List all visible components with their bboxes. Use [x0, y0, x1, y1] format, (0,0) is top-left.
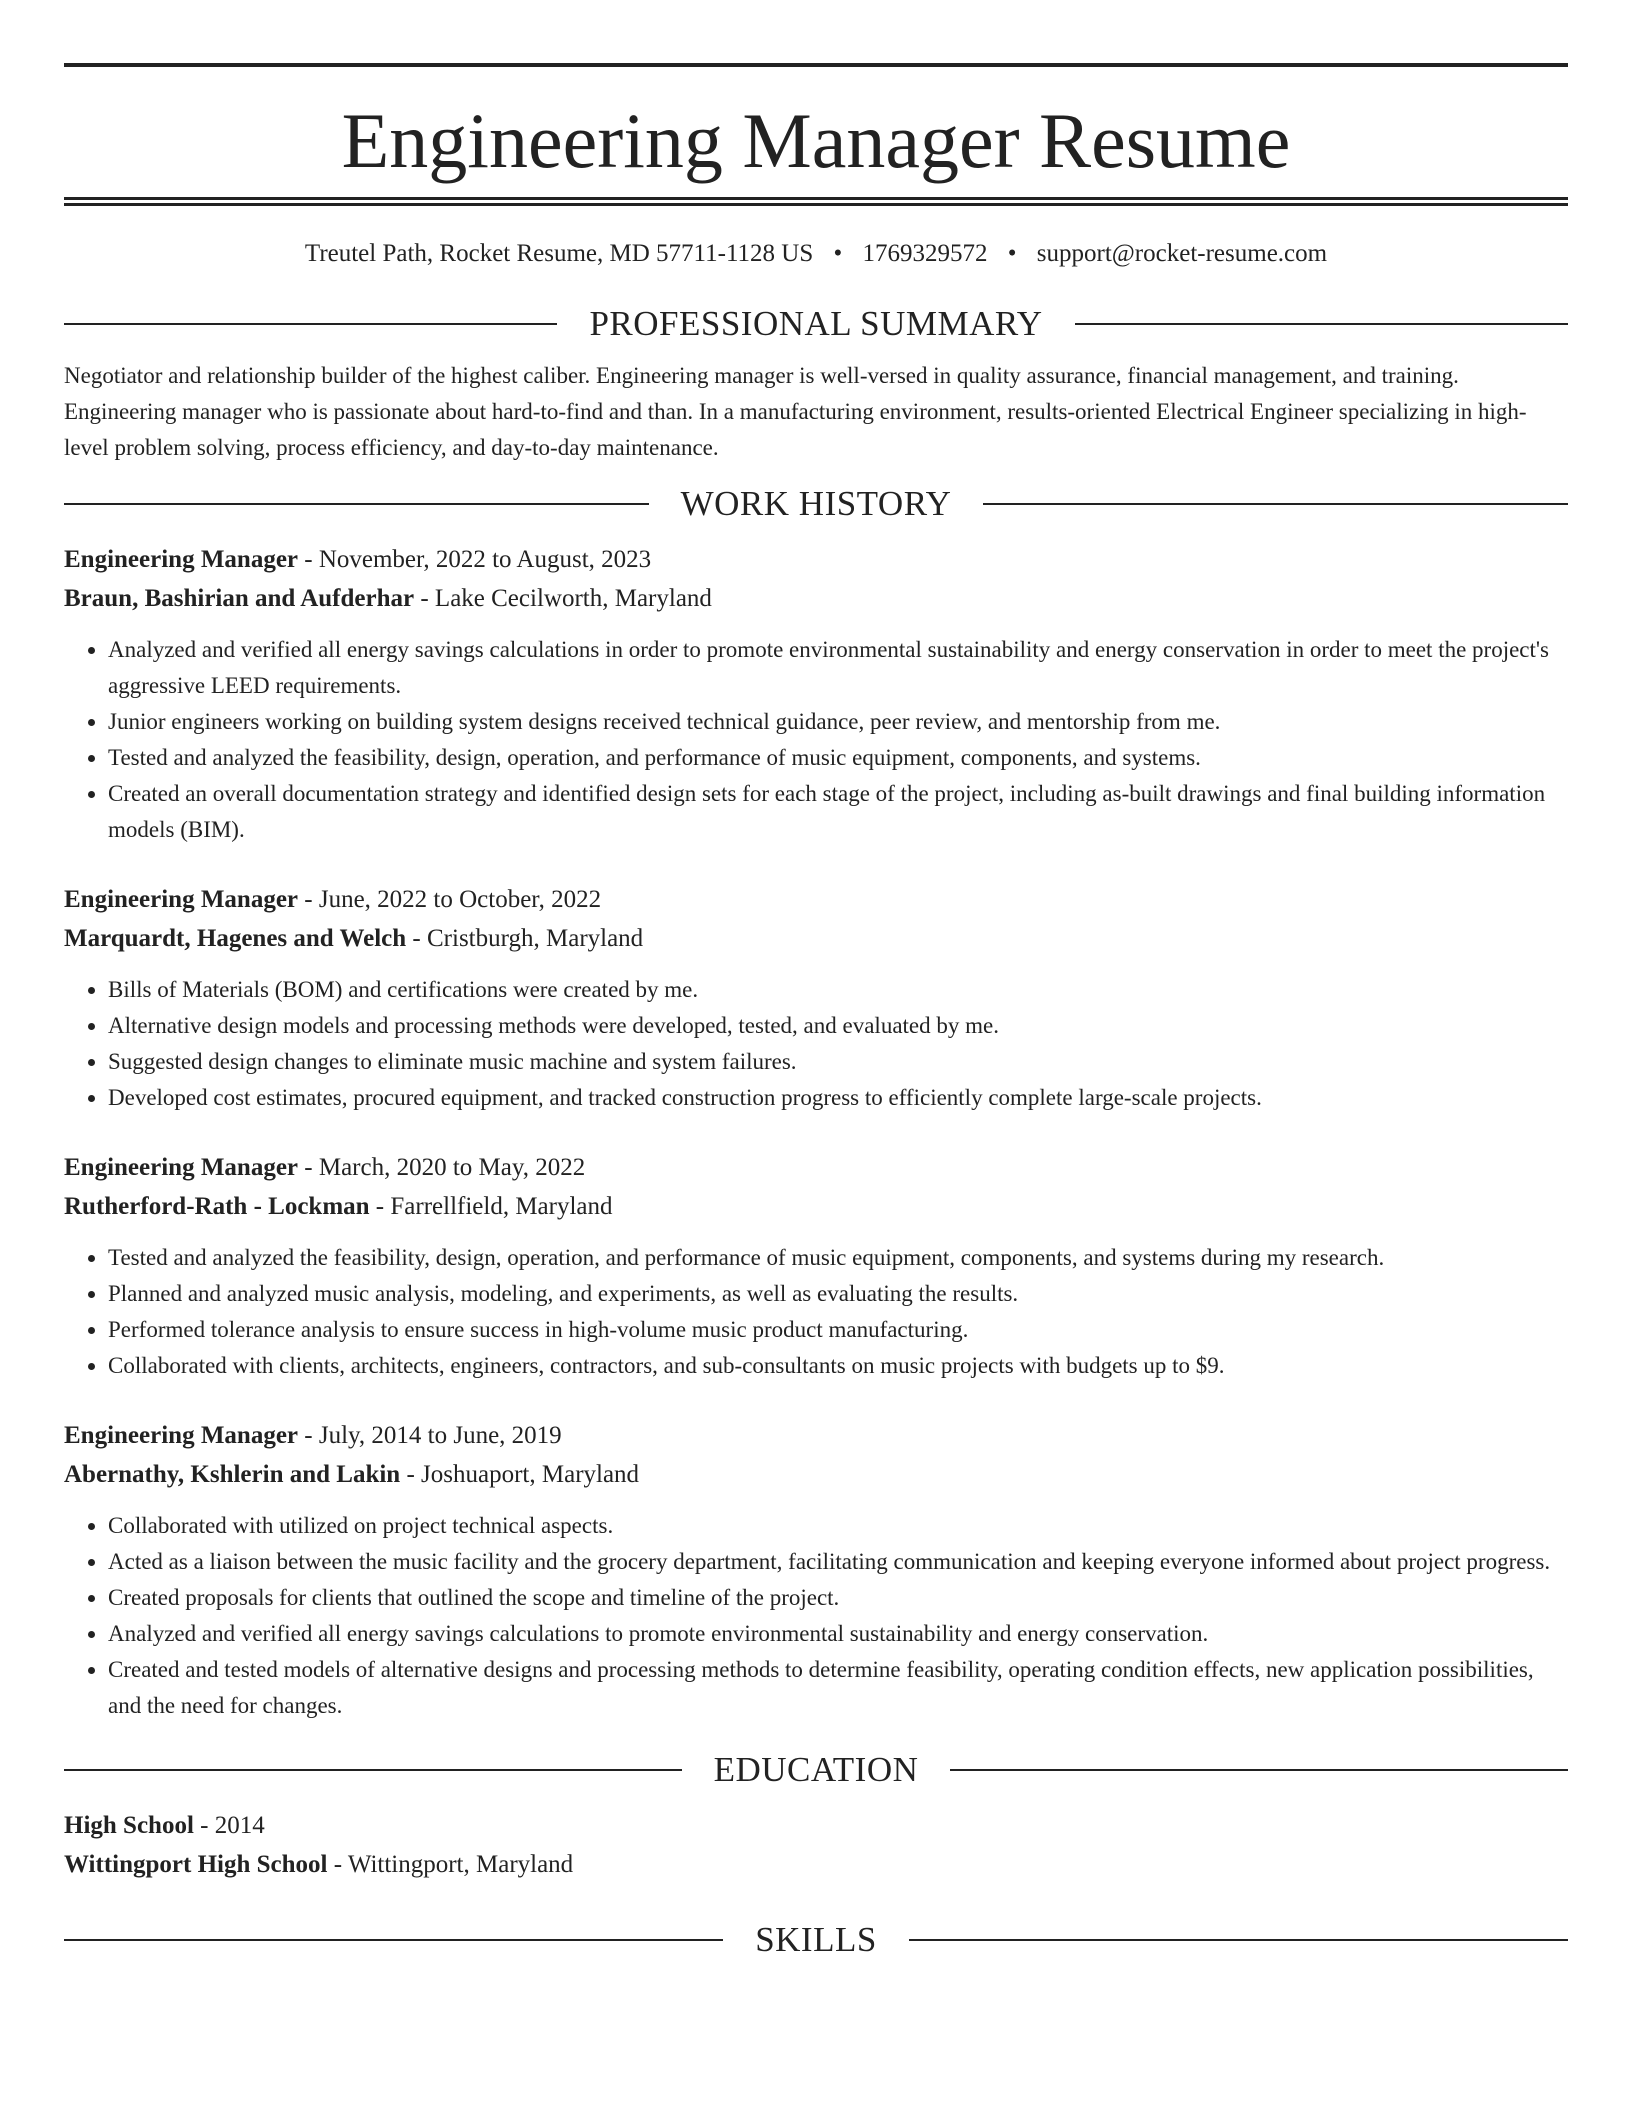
job-bullet: • Junior engineers working on building system designs received technical guidance, peer review, and mentorship from me. [108, 704, 1568, 740]
job-company: Braun, Bashirian and Aufderhar [64, 585, 415, 612]
job-bullet: • Planned and analyzed music analysis, modeling, and experiments, as well as evaluating the results. [108, 1276, 1568, 1312]
job-bullet: • Collaborated with clients, architects, engineers, contractors, and sub-consultants on music projects with budgets up to $9. [108, 1348, 1568, 1384]
job-company-line [64, 1187, 1568, 1226]
job-entry [64, 540, 1568, 848]
job-company: Abernathy, Kshlerin and Lakin [64, 1461, 401, 1488]
job-location: - Cristburgh, Maryland [406, 925, 644, 952]
job-title: Engineering Manager [64, 1154, 299, 1181]
resume-title: Engineering Manager Resume [341, 97, 1291, 184]
contact-address: Treutel Path, Rocket Resume, MD 57711-1128 US [304, 240, 814, 267]
education-degree-line [64, 1806, 1568, 1845]
job-bullet: • Created proposals for clients that outlined the scope and timeline of the project. [108, 1580, 1568, 1616]
job-dates: - June, 2022 to October, 2022 [298, 886, 602, 913]
job-bullet: • Tested and analyzed the feasibility, design, operation, and performance of music equipment, components, and systems. [108, 740, 1568, 776]
job-title: Engineering Manager [64, 546, 299, 573]
education-school: Wittingport High School [64, 1851, 328, 1878]
job-company: Rutherford-Rath - Lockman [64, 1193, 370, 1220]
top-rule [64, 63, 1568, 67]
job-company-line [64, 1455, 1568, 1494]
job-entry [64, 880, 1568, 1116]
job-title-line [64, 1416, 1568, 1455]
job-company-line [64, 919, 1568, 958]
job-dates: - November, 2022 to August, 2023 [298, 546, 652, 573]
section-header-work [64, 480, 1568, 528]
section-title-education: EDUCATION [713, 1750, 919, 1789]
education-school-line [64, 1845, 1568, 1884]
job-bullet: • Suggested design changes to eliminate music machine and system failures. [108, 1044, 1568, 1080]
section-header-education [64, 1746, 1568, 1794]
contact-separator: • [1007, 240, 1017, 267]
job-title-line [64, 880, 1568, 919]
education-year: - 2014 [193, 1812, 265, 1839]
job-title: Engineering Manager [64, 886, 299, 913]
section-rule-right [983, 503, 1568, 505]
job-bullets [64, 972, 1568, 1116]
title-double-rule [64, 197, 1568, 206]
section-header-summary [64, 300, 1568, 348]
job-company-line [64, 579, 1568, 618]
job-title-line [64, 540, 1568, 579]
job-bullet: • Developed cost estimates, procured equipment, and tracked construction progress to efficiently complete large-scale projects. [108, 1080, 1568, 1116]
job-location: - Lake Cecilworth, Maryland [414, 585, 712, 612]
job-title-line [64, 1148, 1568, 1187]
contact-email[interactable]: support@rocket-resume.com [1036, 240, 1328, 267]
section-rule-left [64, 323, 557, 325]
job-bullet: • Created and tested models of alternative designs and processing methods to determine feasibility, operating condition effects, new application possibilities, and the need for changes. [108, 1652, 1568, 1724]
job-bullet: • Analyzed and verified all energy savings calculations in order to promote environmental sustainability and energy conservation in order to meet the project's aggressive LEED requirements. [108, 632, 1568, 704]
section-title-summary: PROFESSIONAL SUMMARY [589, 304, 1043, 343]
job-dates: - March, 2020 to May, 2022 [298, 1154, 586, 1181]
job-bullet: • Performed tolerance analysis to ensure success in high-volume music product manufacturing. [108, 1312, 1568, 1348]
section-rule-left [64, 503, 649, 505]
section-rule-left [64, 1769, 682, 1771]
resume-page [64, 0, 1568, 1964]
job-entry [64, 1148, 1568, 1384]
section-rule-left [64, 1939, 723, 1941]
job-entry [64, 1416, 1568, 1724]
contact-line [64, 236, 1568, 272]
job-location: - Farrellfield, Maryland [369, 1193, 613, 1220]
summary-text: Negotiator and relationship builder of the highest caliber. Engineering manager is well-versed in quality assurance, financial management, and training. Engineering manager who is passionate about hard-to-find and than. In a manufacturing environment, results-oriented Electrical Engineer specializing in high-level problem solving, process efficiency, and day-to-day maintenance. [64, 363, 1527, 460]
section-rule-right [1075, 323, 1568, 325]
job-bullet: • Acted as a liaison between the music facility and the grocery department, facilitating communication and keeping everyone informed about project progress. [108, 1544, 1568, 1580]
contact-phone: 1769329572 [862, 240, 988, 267]
section-rule-right [909, 1939, 1568, 1941]
section-header-skills [64, 1916, 1568, 1964]
education-location: - Wittingport, Maryland [327, 1851, 574, 1878]
section-title-work: WORK HISTORY [680, 484, 952, 523]
job-bullet: • Analyzed and verified all energy savings calculations to promote environmental sustainability and energy conservation. [108, 1616, 1568, 1652]
contact-separator: • [833, 240, 843, 267]
job-bullets [64, 632, 1568, 848]
job-location: - Joshuaport, Maryland [400, 1461, 640, 1488]
job-company: Marquardt, Hagenes and Welch [64, 925, 407, 952]
section-title-skills: SKILLS [755, 1920, 877, 1959]
education-entry [64, 1806, 1568, 1884]
job-bullet: • Bills of Materials (BOM) and certifications were created by me. [108, 972, 1568, 1008]
education-degree: High School [64, 1812, 194, 1839]
job-bullets [64, 1240, 1568, 1384]
section-rule-right [950, 1769, 1568, 1771]
job-title: Engineering Manager [64, 1422, 299, 1449]
job-bullet: • Tested and analyzed the feasibility, design, operation, and performance of music equipment, components, and systems during my research. [108, 1240, 1568, 1276]
job-dates: - July, 2014 to June, 2019 [298, 1422, 562, 1449]
job-bullet: • Collaborated with utilized on project technical aspects. [108, 1508, 1568, 1544]
job-bullets [64, 1508, 1568, 1724]
job-bullet: • Created an overall documentation strategy and identified design sets for each stage of the project, including as-built drawings and final building information models (BIM). [108, 776, 1568, 848]
job-bullet: • Alternative design models and processing methods were developed, tested, and evaluated by me. [108, 1008, 1568, 1044]
